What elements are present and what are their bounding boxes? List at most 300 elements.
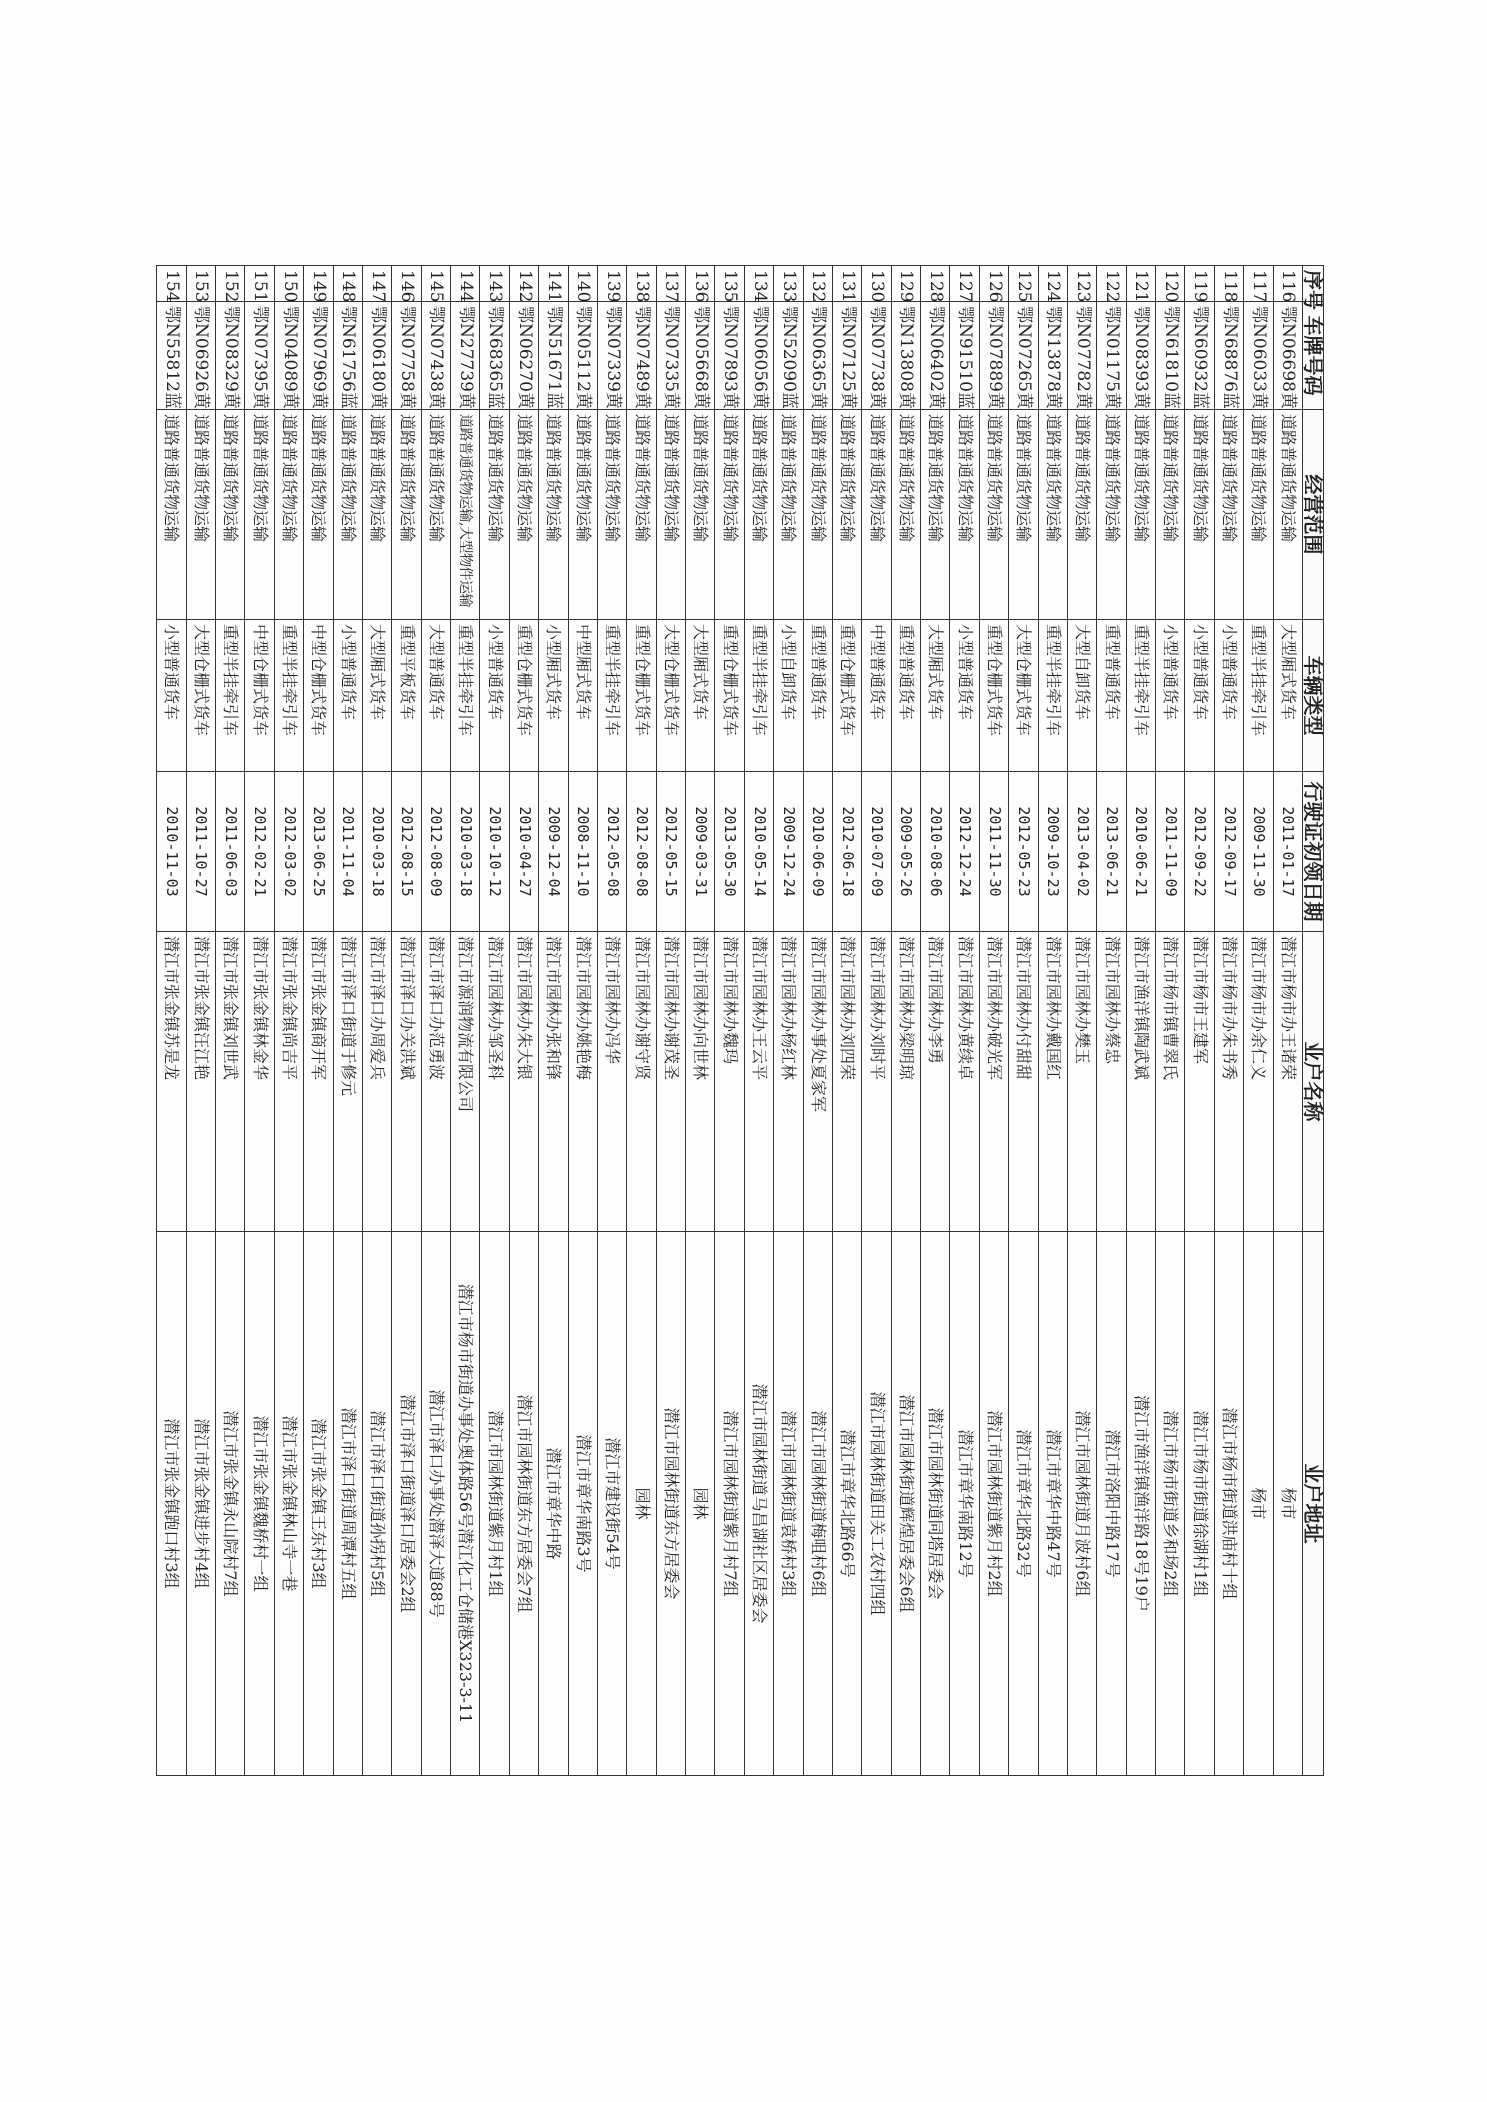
row-seq: 135 <box>715 266 744 302</box>
row-scope: 道路普通货物运输,大型物件运输 <box>451 410 480 620</box>
row-scope: 道路普通货物运输 <box>1156 410 1185 620</box>
row-owner-name: 潜江市张金镇苏是龙 <box>157 932 187 1232</box>
row-license-date: 2011-11-30 <box>979 772 1008 932</box>
row-owner-name: 潜江市园林办事处夏家军 <box>803 932 832 1232</box>
row-owner-name: 潜江市园林办付甜甜 <box>1009 932 1038 1232</box>
row-vehicle-type: 重型半挂牵引车 <box>451 620 480 772</box>
row-plate: 鄂N06056黄 <box>744 302 773 410</box>
row-vehicle-type: 重型半挂牵引车 <box>1244 620 1273 772</box>
row-vehicle-type: 大型普通货车 <box>421 620 450 772</box>
row-license-date: 2011-06-03 <box>216 772 245 932</box>
row-vehicle-type: 重型仓栅式货车 <box>833 620 862 772</box>
row-owner-address: 潜江市章华北路66号 <box>833 1232 862 1776</box>
row-vehicle-type: 小型普通货车 <box>950 620 979 772</box>
row-vehicle-type: 重型普通货车 <box>891 620 920 772</box>
row-vehicle-type: 重型半挂牵引车 <box>274 620 303 772</box>
row-scope: 道路普通货物运输 <box>274 410 303 620</box>
row-owner-address: 潜江市泽口街道孙拐村5组 <box>363 1232 392 1776</box>
row-owner-name: 潜江市园林办蔡忠 <box>1097 932 1126 1232</box>
row-seq: 143 <box>480 266 509 302</box>
table-row <box>891 266 920 1776</box>
row-seq: 126 <box>979 266 1008 302</box>
row-owner-address: 杨市 <box>1244 1232 1273 1776</box>
row-vehicle-type: 重型平板货车 <box>392 620 421 772</box>
row-plate: 鄂N07969黄 <box>304 302 333 410</box>
header-scope: 经营范围 <box>1303 410 1324 620</box>
table-row <box>1038 266 1067 1776</box>
row-scope: 道路普通货物运输 <box>216 410 245 620</box>
row-scope: 道路普通货物运输 <box>1185 410 1214 620</box>
row-owner-address: 潜江市园林街道梅咀村6组 <box>803 1232 832 1776</box>
row-license-date: 2009-03-31 <box>686 772 715 932</box>
row-vehicle-type: 重型半挂牵引车 <box>598 620 627 772</box>
row-seq: 153 <box>186 266 215 302</box>
row-plate: 鄂N07889黄 <box>979 302 1008 410</box>
row-license-date: 2013-04-02 <box>1068 772 1097 932</box>
row-scope: 道路普通货物运输 <box>333 410 362 620</box>
row-plate: 鄂N61756蓝 <box>333 302 362 410</box>
row-license-date: 2011-11-09 <box>1156 772 1185 932</box>
header-seq: 序号 <box>1303 266 1324 302</box>
row-owner-name: 潜江市园林办张和锋 <box>539 932 568 1232</box>
row-owner-name: 潜江市园林办李勇 <box>921 932 950 1232</box>
row-owner-address: 潜江市章华南路3号 <box>568 1232 597 1776</box>
row-owner-address: 潜江市张金镇跑口村3组 <box>157 1232 187 1776</box>
row-vehicle-type: 重型半挂牵引车 <box>216 620 245 772</box>
table-row <box>186 266 215 1776</box>
table-row <box>774 266 803 1776</box>
row-owner-address: 潜江市园林街道紫月村2组 <box>979 1232 1008 1776</box>
row-plate: 鄂N06926黄 <box>186 302 215 410</box>
row-license-date: 2011-10-27 <box>186 772 215 932</box>
table-row <box>480 266 509 1776</box>
row-owner-name: 潜江市源润物流有限公司 <box>451 932 480 1232</box>
header-vehicle-type: 车辆类型 <box>1303 620 1324 772</box>
row-owner-address: 潜江市园林街道辉煌居委会6组 <box>891 1232 920 1776</box>
row-owner-address: 潜江市洛阳中路17号 <box>1097 1232 1126 1776</box>
row-owner-address: 潜江市章华南路12号 <box>950 1232 979 1776</box>
row-plate: 鄂N07125黄 <box>833 302 862 410</box>
row-owner-address: 潜江市渔洋镇渔洋路18号19户 <box>1126 1232 1155 1776</box>
row-owner-name: 潜江市渔洋镇陶武斌 <box>1126 932 1155 1232</box>
row-owner-address: 潜江市园林街道东方居委会7组 <box>509 1232 538 1776</box>
row-plate: 鄂N07782黄 <box>1068 302 1097 410</box>
row-license-date: 2011-01-17 <box>1273 772 1302 932</box>
table-row <box>979 266 1008 1776</box>
table-row <box>1214 266 1243 1776</box>
row-seq: 146 <box>392 266 421 302</box>
row-scope: 道路普通货物运输 <box>1038 410 1067 620</box>
row-owner-address: 潜江市园林街道月波村6组 <box>1068 1232 1097 1776</box>
table-row <box>598 266 627 1776</box>
row-owner-name: 潜江市园林办樊玉 <box>1068 932 1097 1232</box>
row-seq: 120 <box>1156 266 1185 302</box>
row-license-date: 2009-10-23 <box>1038 772 1067 932</box>
row-seq: 124 <box>1038 266 1067 302</box>
row-scope: 道路普通货物运输 <box>598 410 627 620</box>
row-owner-address: 潜江市泽口街道周潭村五组 <box>333 1232 362 1776</box>
row-scope: 道路普通货物运输 <box>1126 410 1155 620</box>
row-scope: 道路普通货物运输 <box>1214 410 1243 620</box>
row-owner-name: 潜江市园林办向世林 <box>686 932 715 1232</box>
row-vehicle-type: 中型普通货车 <box>862 620 891 772</box>
row-seq: 122 <box>1097 266 1126 302</box>
row-seq: 139 <box>598 266 627 302</box>
row-license-date: 2010-05-14 <box>744 772 773 932</box>
row-vehicle-type: 小型普通货车 <box>1185 620 1214 772</box>
row-scope: 道路普通货物运输 <box>568 410 597 620</box>
row-plate: 鄂N07265黄 <box>1009 302 1038 410</box>
row-owner-name: 潜江市杨市办王诸荣 <box>1273 932 1302 1232</box>
row-vehicle-type: 小型普通货车 <box>1214 620 1243 772</box>
row-vehicle-type: 小型普通货车 <box>157 620 187 772</box>
row-plate: 鄂N01175黄 <box>1097 302 1126 410</box>
row-plate: 鄂N07438黄 <box>421 302 450 410</box>
row-owner-address: 潜江市建设街54号 <box>598 1232 627 1776</box>
row-scope: 道路普通货物运输 <box>1097 410 1126 620</box>
row-seq: 147 <box>363 266 392 302</box>
row-owner-name: 潜江市园林办魏玛 <box>715 932 744 1232</box>
row-license-date: 2010-03-18 <box>363 772 392 932</box>
row-license-date: 2012-05-15 <box>656 772 685 932</box>
table-row <box>950 266 979 1776</box>
row-license-date: 2009-12-24 <box>774 772 803 932</box>
row-seq: 123 <box>1068 266 1097 302</box>
table-row <box>803 266 832 1776</box>
row-seq: 127 <box>950 266 979 302</box>
row-owner-address: 园林 <box>627 1232 656 1776</box>
row-seq: 140 <box>568 266 597 302</box>
table-row <box>715 266 744 1776</box>
row-license-date: 2010-06-09 <box>803 772 832 932</box>
row-owner-name: 潜江市园林办破光军 <box>979 932 1008 1232</box>
vehicle-registry-table <box>156 265 1324 1776</box>
row-vehicle-type: 重型半挂牵引车 <box>1038 620 1067 772</box>
row-owner-address: 潜江市张金镇永山院村7组 <box>216 1232 245 1776</box>
row-scope: 道路普通货物运输 <box>392 410 421 620</box>
row-scope: 道路普通货物运输 <box>891 410 920 620</box>
table-row <box>568 266 597 1776</box>
row-license-date: 2013-05-30 <box>715 772 744 932</box>
table-row <box>1156 266 1185 1776</box>
row-plate: 鄂N07738黄 <box>862 302 891 410</box>
row-vehicle-type: 大型仓栅式货车 <box>186 620 215 772</box>
row-scope: 道路普通货物运输 <box>157 410 187 620</box>
row-owner-address: 潜江市园林街道马昌湖社区居委会 <box>744 1232 773 1776</box>
row-seq: 145 <box>421 266 450 302</box>
row-scope: 道路普通货物运输 <box>921 410 950 620</box>
row-owner-name: 潜江市张金镇汪江艳 <box>186 932 215 1232</box>
row-license-date: 2010-03-18 <box>451 772 480 932</box>
row-owner-name: 潜江市园林办谢守贤 <box>627 932 656 1232</box>
table-row <box>1097 266 1126 1776</box>
row-owner-address: 潜江市园林街道东方居委会 <box>656 1232 685 1776</box>
row-seq: 125 <box>1009 266 1038 302</box>
row-vehicle-type: 重型仓栅式货车 <box>509 620 538 772</box>
row-scope: 道路普通货物运输 <box>539 410 568 620</box>
row-plate: 鄂N07339黄 <box>598 302 627 410</box>
row-owner-address: 潜江市张金镇王东村3组 <box>304 1232 333 1776</box>
row-scope: 道路普通货物运输 <box>979 410 1008 620</box>
table-row <box>392 266 421 1776</box>
table-row <box>304 266 333 1776</box>
header-owner-name: 业户名称 <box>1303 932 1324 1232</box>
row-vehicle-type: 重型仓栅式货车 <box>627 620 656 772</box>
row-owner-name: 潜江市园林办黄续卓 <box>950 932 979 1232</box>
row-owner-name: 潜江市园林办邹圣科 <box>480 932 509 1232</box>
row-license-date: 2010-08-06 <box>921 772 950 932</box>
row-seq: 132 <box>803 266 832 302</box>
row-license-date: 2012-05-23 <box>1009 772 1038 932</box>
row-owner-address: 潜江市章华中路 <box>539 1232 568 1776</box>
row-seq: 134 <box>744 266 773 302</box>
row-plate: 鄂N05112黄 <box>568 302 597 410</box>
row-plate: 鄂N13808黄 <box>891 302 920 410</box>
row-license-date: 2012-12-24 <box>950 772 979 932</box>
table-row <box>1009 266 1038 1776</box>
row-owner-address: 潜江市张金镇林山寺一巷 <box>274 1232 303 1776</box>
table-row <box>1244 266 1273 1776</box>
row-owner-name: 潜江市张金镇林金华 <box>245 932 274 1232</box>
row-owner-address: 潜江市章华中路47号 <box>1038 1232 1067 1776</box>
row-owner-name: 潜江市园林办杨红林 <box>774 932 803 1232</box>
row-license-date: 2012-08-08 <box>627 772 656 932</box>
row-seq: 149 <box>304 266 333 302</box>
table-row <box>686 266 715 1776</box>
table-row <box>333 266 362 1776</box>
row-owner-address: 潜江市园林街道紫月村1组 <box>480 1232 509 1776</box>
row-plate: 鄂N91510蓝 <box>950 302 979 410</box>
row-vehicle-type: 大型仓栅式货车 <box>656 620 685 772</box>
row-owner-name: 潜江市园林办谢茂圣 <box>656 932 685 1232</box>
row-owner-address: 潜江市章华北路32号 <box>1009 1232 1038 1776</box>
row-scope: 道路普通货物运输 <box>1068 410 1097 620</box>
row-owner-name: 潜江市园林办姚艳梅 <box>568 932 597 1232</box>
row-vehicle-type: 小型自卸货车 <box>774 620 803 772</box>
row-seq: 130 <box>862 266 891 302</box>
row-seq: 121 <box>1126 266 1155 302</box>
row-seq: 131 <box>833 266 862 302</box>
row-seq: 150 <box>274 266 303 302</box>
table-row <box>509 266 538 1776</box>
row-owner-name: 潜江市泽口街道于修元 <box>333 932 362 1232</box>
row-owner-name: 潜江市园林办梁明琼 <box>891 932 920 1232</box>
row-plate: 鄂N06402黄 <box>921 302 950 410</box>
row-seq: 138 <box>627 266 656 302</box>
row-vehicle-type: 小型普通货车 <box>333 620 362 772</box>
row-scope: 道路普通货物运输 <box>686 410 715 620</box>
row-license-date: 2010-07-09 <box>862 772 891 932</box>
row-plate: 鄂N13878黄 <box>1038 302 1067 410</box>
row-scope: 道路普通货物运输 <box>245 410 274 620</box>
row-plate: 鄂N07758黄 <box>392 302 421 410</box>
row-vehicle-type: 小型普通货车 <box>480 620 509 772</box>
row-plate: 鄂N04089黄 <box>274 302 303 410</box>
rotated-table-wrapper <box>156 265 1324 1775</box>
row-plate: 鄂N06698黄 <box>1273 302 1302 410</box>
row-owner-name: 潜江市杨市办余仁义 <box>1244 932 1273 1232</box>
row-license-date: 2013-06-25 <box>304 772 333 932</box>
row-license-date: 2012-08-15 <box>392 772 421 932</box>
row-plate: 鄂N55812蓝 <box>157 302 187 410</box>
row-plate: 鄂N68876蓝 <box>1214 302 1243 410</box>
row-vehicle-type: 重型仓栅式货车 <box>715 620 744 772</box>
row-owner-address: 潜江市张金镇魏桥村一组 <box>245 1232 274 1776</box>
table-row <box>744 266 773 1776</box>
row-vehicle-type: 重型半挂牵引车 <box>744 620 773 772</box>
row-scope: 道路普通货物运输 <box>715 410 744 620</box>
row-owner-name: 潜江市园林办朱大银 <box>509 932 538 1232</box>
row-owner-name: 潜江市张金镇尚吉平 <box>274 932 303 1232</box>
row-seq: 136 <box>686 266 715 302</box>
row-owner-name: 潜江市园林办刘四荣 <box>833 932 862 1232</box>
row-seq: 118 <box>1214 266 1243 302</box>
row-license-date: 2010-10-12 <box>480 772 509 932</box>
row-license-date: 2012-06-18 <box>833 772 862 932</box>
header-row <box>1303 266 1324 1776</box>
row-owner-name: 潜江市泽口办周爱兵 <box>363 932 392 1232</box>
table-row <box>656 266 685 1776</box>
row-vehicle-type: 大型仓栅式货车 <box>1009 620 1038 772</box>
row-vehicle-type: 大型厢式货车 <box>1273 620 1302 772</box>
row-scope: 道路普通货物运输 <box>1244 410 1273 620</box>
header-plate: 车牌号码 <box>1303 302 1324 410</box>
header-license-date: 行驶证初领日期 <box>1303 772 1324 932</box>
row-owner-address: 潜江市泽口办事处潜泽大道88号 <box>421 1232 450 1776</box>
row-scope: 道路普通货物运输 <box>833 410 862 620</box>
row-owner-name: 潜江市杨市王建军 <box>1185 932 1214 1232</box>
row-plate: 鄂N06033黄 <box>1244 302 1273 410</box>
row-license-date: 2010-04-27 <box>509 772 538 932</box>
row-plate: 鄂N68365蓝 <box>480 302 509 410</box>
row-owner-name: 潜江市泽口办范勇波 <box>421 932 450 1232</box>
table-row <box>627 266 656 1776</box>
table-row <box>833 266 862 1776</box>
row-scope: 道路普通货物运输 <box>304 410 333 620</box>
row-seq: 141 <box>539 266 568 302</box>
row-plate: 鄂N06270黄 <box>509 302 538 410</box>
row-owner-name: 潜江市园林办刘时平 <box>862 932 891 1232</box>
row-owner-name: 潜江市杨市镇曹翠氏 <box>1156 932 1185 1232</box>
header-owner-address: 业户地址 <box>1303 1232 1324 1776</box>
row-owner-name: 潜江市园林办戴国红 <box>1038 932 1067 1232</box>
row-seq: 144 <box>451 266 480 302</box>
row-plate: 鄂N08393黄 <box>1126 302 1155 410</box>
row-plate: 鄂N52090蓝 <box>774 302 803 410</box>
row-vehicle-type: 大型厢式货车 <box>921 620 950 772</box>
row-owner-name: 潜江市张金镇商开军 <box>304 932 333 1232</box>
row-seq: 152 <box>216 266 245 302</box>
table-row <box>539 266 568 1776</box>
row-scope: 道路普通货物运输 <box>480 410 509 620</box>
row-plate: 鄂N61810蓝 <box>1156 302 1185 410</box>
row-seq: 142 <box>509 266 538 302</box>
row-owner-address: 园林 <box>686 1232 715 1776</box>
row-vehicle-type: 大型厢式货车 <box>363 620 392 772</box>
row-license-date: 2013-06-21 <box>1097 772 1126 932</box>
row-seq: 116 <box>1273 266 1302 302</box>
row-license-date: 2012-09-17 <box>1214 772 1243 932</box>
row-owner-address: 潜江市杨市街道徐湖村1组 <box>1185 1232 1214 1776</box>
row-license-date: 2009-12-04 <box>539 772 568 932</box>
row-license-date: 2012-03-02 <box>274 772 303 932</box>
row-owner-name: 潜江市杨市办朱书秀 <box>1214 932 1243 1232</box>
row-plate: 鄂N07335黄 <box>656 302 685 410</box>
row-scope: 道路普通货物运输 <box>1273 410 1302 620</box>
row-vehicle-type: 小型厢式货车 <box>539 620 568 772</box>
row-plate: 鄂N27739黄 <box>451 302 480 410</box>
row-vehicle-type: 中型仓栅式货车 <box>245 620 274 772</box>
row-owner-name: 潜江市园林办王云平 <box>744 932 773 1232</box>
row-scope: 道路普通货物运输 <box>774 410 803 620</box>
row-plate: 鄂N05668黄 <box>686 302 715 410</box>
row-plate: 鄂N60932蓝 <box>1185 302 1214 410</box>
table-row <box>921 266 950 1776</box>
row-license-date: 2009-11-30 <box>1244 772 1273 932</box>
row-scope: 道路普通货物运输 <box>803 410 832 620</box>
table-row <box>451 266 480 1776</box>
row-seq: 129 <box>891 266 920 302</box>
table-row <box>1068 266 1097 1776</box>
row-seq: 133 <box>774 266 803 302</box>
row-scope: 道路普通货物运输 <box>421 410 450 620</box>
row-license-date: 2010-06-21 <box>1126 772 1155 932</box>
table-body <box>157 266 1303 1776</box>
row-vehicle-type: 重型普通货车 <box>803 620 832 772</box>
row-vehicle-type: 大型厢式货车 <box>686 620 715 772</box>
row-owner-address: 潜江市园林街道袁桥村3组 <box>774 1232 803 1776</box>
row-license-date: 2012-05-08 <box>598 772 627 932</box>
table-row <box>216 266 245 1776</box>
table-row <box>1126 266 1155 1776</box>
row-plate: 鄂N06180黄 <box>363 302 392 410</box>
row-scope: 道路普通货物运输 <box>627 410 656 620</box>
row-owner-address: 潜江市杨市街道洪庙村十组 <box>1214 1232 1243 1776</box>
row-license-date: 2008-11-10 <box>568 772 597 932</box>
table-row <box>1273 266 1302 1776</box>
row-seq: 119 <box>1185 266 1214 302</box>
row-plate: 鄂N07893黄 <box>715 302 744 410</box>
row-owner-address: 潜江市泽口街道泽口居委会2组 <box>392 1232 421 1776</box>
table-row <box>1185 266 1214 1776</box>
row-owner-name: 潜江市张金镇刘世武 <box>216 932 245 1232</box>
row-scope: 道路普通货物运输 <box>1009 410 1038 620</box>
row-seq: 151 <box>245 266 274 302</box>
row-scope: 道路普通货物运输 <box>509 410 538 620</box>
row-license-date: 2012-02-21 <box>245 772 274 932</box>
row-license-date: 2012-08-09 <box>421 772 450 932</box>
row-owner-address: 潜江市张金镇进步村4组 <box>186 1232 215 1776</box>
row-vehicle-type: 中型厢式货车 <box>568 620 597 772</box>
row-owner-address: 潜江市园林街道紫月村7组 <box>715 1232 744 1776</box>
row-vehicle-type: 大型自卸货车 <box>1068 620 1097 772</box>
row-plate: 鄂N06365黄 <box>803 302 832 410</box>
row-seq: 148 <box>333 266 362 302</box>
row-license-date: 2009-05-26 <box>891 772 920 932</box>
table-row <box>274 266 303 1776</box>
row-seq: 128 <box>921 266 950 302</box>
row-owner-address: 潜江市杨市街道乡和场2组 <box>1156 1232 1185 1776</box>
row-vehicle-type: 中型仓栅式货车 <box>304 620 333 772</box>
row-vehicle-type: 重型普通货车 <box>1097 620 1126 772</box>
row-plate: 鄂N51671蓝 <box>539 302 568 410</box>
row-vehicle-type: 重型仓栅式货车 <box>979 620 1008 772</box>
row-seq: 137 <box>656 266 685 302</box>
row-license-date: 2010-11-03 <box>157 772 187 932</box>
row-scope: 道路普通货物运输 <box>862 410 891 620</box>
row-vehicle-type: 重型半挂牵引车 <box>1126 620 1155 772</box>
row-owner-address: 潜江市园林街道同塔居委会 <box>921 1232 950 1776</box>
